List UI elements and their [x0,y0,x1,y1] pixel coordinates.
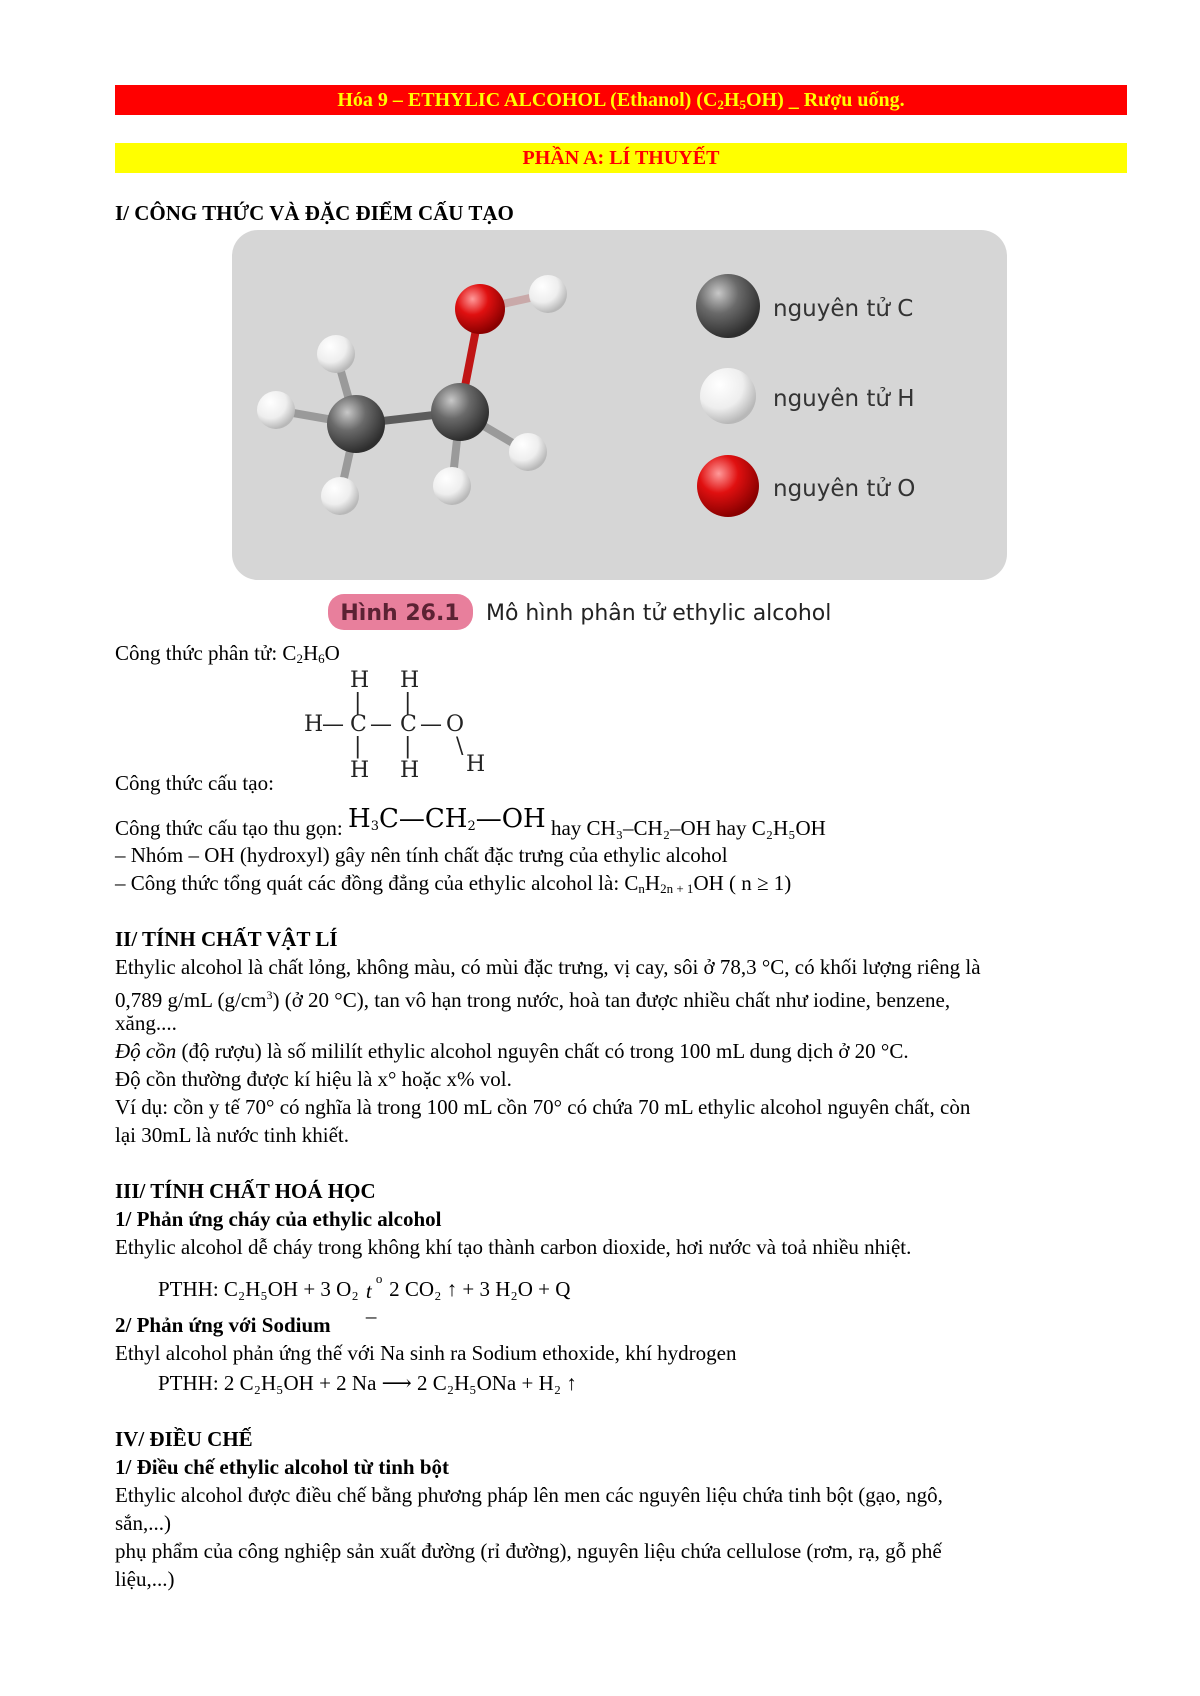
structural-formula: H H | | H — C — C — O | | \ H H H [304,668,486,783]
molecular-formula-line: Công thức phân tử: $C_2H_6O$ [115,641,340,666]
section-bar: PHẦN A: LÍ THUYẾT [115,143,1127,173]
byproduct-line2: liệu,...) [115,1567,175,1591]
legend-carbon-icon [696,274,760,338]
carbon-atom [431,383,489,441]
combustion-text: Ethylic alcohol dễ cháy trong không khí tạo thành carbon dioxide, hơi nước và toả nhiều nhiệt. [115,1235,912,1259]
heading-physical: II/ TÍNH CHẤT VẬT LÍ [115,927,338,951]
legend-oxygen-icon [697,455,759,517]
alcohol-degree-symbol: Độ cồn thường được kí hiệu là x° hoặc x% vol. [115,1067,512,1091]
condensed-formula-line: Công thức cấu tạo thu gọn: $H_3C—CH_2—OH$ hay CH₃–CH₂–OH hay C₂H₅OH [115,804,826,840]
legend-hydrogen-icon [700,368,756,424]
carbon-atom [327,395,385,453]
note-hydroxyl: – Nhóm – OH (hydroxyl) gây nên tính chất đặc trưng của ethylic alcohol [115,843,728,867]
oxygen-atom [455,284,505,334]
subheading-sodium: 2/ Phản ứng với Sodium [115,1313,331,1337]
legend-hydrogen-label: nguyên tử H [773,386,915,412]
atom-h: H [400,758,420,783]
heading-chemical: III/ TÍNH CHẤT HOÁ HỌC [115,1179,376,1203]
legend-oxygen-label: nguyên tử O [773,476,916,502]
sodium-equation: PTHH: 2 C₂H₅OH + 2 Na ⟶ 2 C₂H₅ONa + H₂ ↑ [158,1371,577,1395]
molecule-figure [228,226,1011,638]
hydrogen-atom [257,391,295,429]
atom-h: H [304,712,324,737]
subheading-starch: 1/ Điều chế ethylic alcohol từ tinh bột [115,1455,450,1479]
subheading-combustion: 1/ Phản ứng cháy của ethylic alcohol [115,1207,442,1231]
hydrogen-atom [317,335,355,373]
starch-line2: sắn,...) [115,1511,171,1535]
physical-p1-line3: xăng.... [115,1011,177,1035]
hydrogen-atom [509,433,547,471]
heading-structure: I/ CÔNG THỨC VÀ ĐẶC ĐIỂM CẤU TẠO [115,201,514,225]
byproduct-line1: phụ phẩm của công nghiệp sản xuất đường (rỉ đường), nguyên liệu chứa cellulose (rơm, rạ, gỗ phế [115,1539,942,1563]
atom-o: O [446,712,465,737]
caption-tag-label: Hình 26.1 [340,601,460,626]
example-line1: Ví dụ: cồn y tế 70° có nghĩa là trong 100 mL cồn 70° có chứa 70 mL ethylic alcohol nguyên chất, còn [115,1095,971,1119]
atom-h: H [350,668,370,693]
title-bar: Hóa 9 – ETHYLIC ALCOHOL (Ethanol) $(C_2H_5OH)$ _ Rượu uống. [115,85,1127,115]
atom-h: H [400,668,420,693]
legend-carbon-label: nguyên tử C [773,296,914,322]
example-line2: lại 30mL là nước tinh khiết. [115,1123,349,1147]
note-general-formula: – Công thức tổng quát các đồng đẳng của ethylic alcohol là: $C_nH_{2n + 1}OH$ ( n ≥ 1) [115,871,792,896]
atom-h: H [350,758,370,783]
hydrogen-atom [433,467,471,505]
combustion-equation: PTHH: C₂H₅OH + 3 O₂ t o _ 2 CO₂ ↑ + 3 H₂O + Q [158,1271,571,1321]
atom-h: H [466,752,486,777]
condensed-formula-image: $H_3C—CH_2—OH$ [348,804,546,834]
sodium-text: Ethyl alcohol phản ứng thế với Na sinh ra Sodium ethoxide, khí hydrogen [115,1341,737,1365]
heading-preparation: IV/ ĐIỀU CHẾ [115,1427,253,1451]
physical-p1-line2: 0,789 g/mL $(g/cm^3)$ (ở 20 °C), tan vô hạn trong nước, hoà tan được nhiều chất như iodine, benzene, [115,988,951,1012]
figure-caption: Mô hình phân tử ethylic alcohol [486,601,832,626]
structural-formula-label: Công thức cấu tạo: [115,771,274,795]
hydrogen-atom [529,275,567,313]
hydrogen-atom [321,477,359,515]
alcohol-degree-definition: Độ cồn (độ rượu) là số mililít ethylic alcohol nguyên chất có trong 100 mL dung dịch ở 20 °C. [115,1039,909,1063]
starch-line1: Ethylic alcohol được điều chế bằng phương pháp lên men các nguyên liệu chứa tinh bột (gạo, ngô, [115,1483,943,1507]
atom-c: C [400,712,417,737]
atom-c: C [350,712,367,737]
physical-p1-line1: Ethylic alcohol là chất lỏng, không màu, có mùi đặc trưng, vị cay, sôi ở 78,3 °C, có khối lượng riêng là [115,955,981,979]
